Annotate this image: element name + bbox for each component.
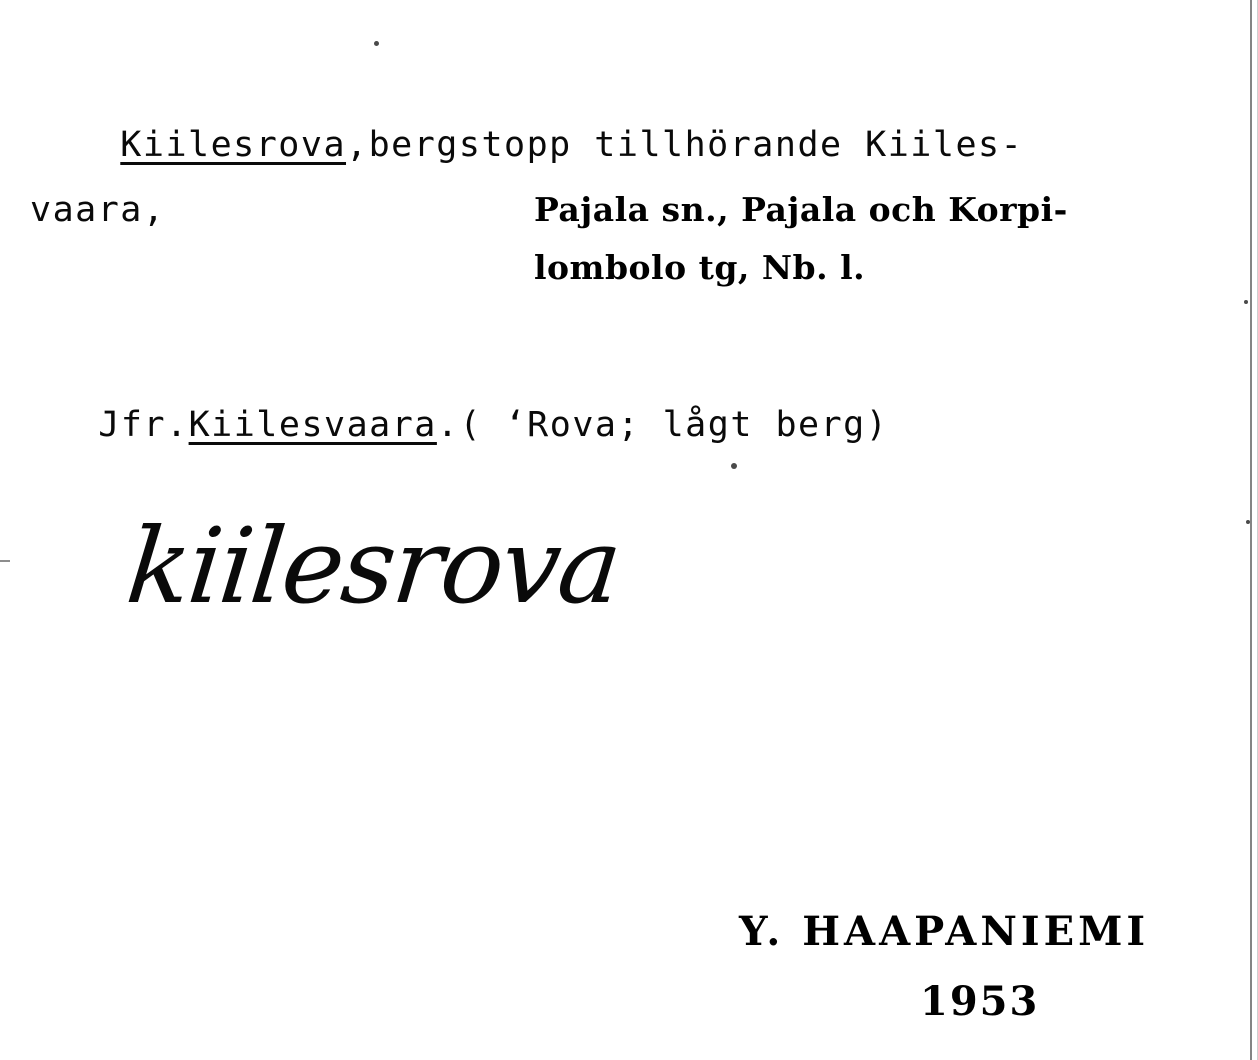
headword-line-1 — [30, 93, 1023, 198]
location-line-1: Pajala sn., Pajala och Korpi- — [534, 190, 1068, 229]
cross-reference-prefix: Jfr. — [98, 405, 189, 445]
cross-reference-term: Kiilesvaara — [188, 405, 437, 445]
headword-term: Kiilesrova — [120, 125, 347, 165]
cross-reference — [8, 373, 888, 478]
card-right-edge — [1250, 0, 1252, 1060]
scan-speck — [1246, 520, 1250, 524]
headword-line-1-rest: ,bergstopp tillhörande Kiiles- — [346, 125, 1024, 165]
scan-speck — [1244, 300, 1248, 304]
scan-speck — [374, 41, 379, 46]
location-line-2: lombolo tg, Nb. l. — [534, 248, 866, 287]
cross-reference-suffix: .( ʻRova; lågt berg) — [436, 405, 889, 445]
author-name: Y. HAAPANIEMI — [739, 908, 1150, 955]
headword-line-2: vaara, — [30, 190, 166, 230]
card-left-edge-mark — [0, 560, 10, 562]
handwritten-form: kiilesrova — [121, 505, 626, 627]
year: 1953 — [920, 978, 1040, 1025]
